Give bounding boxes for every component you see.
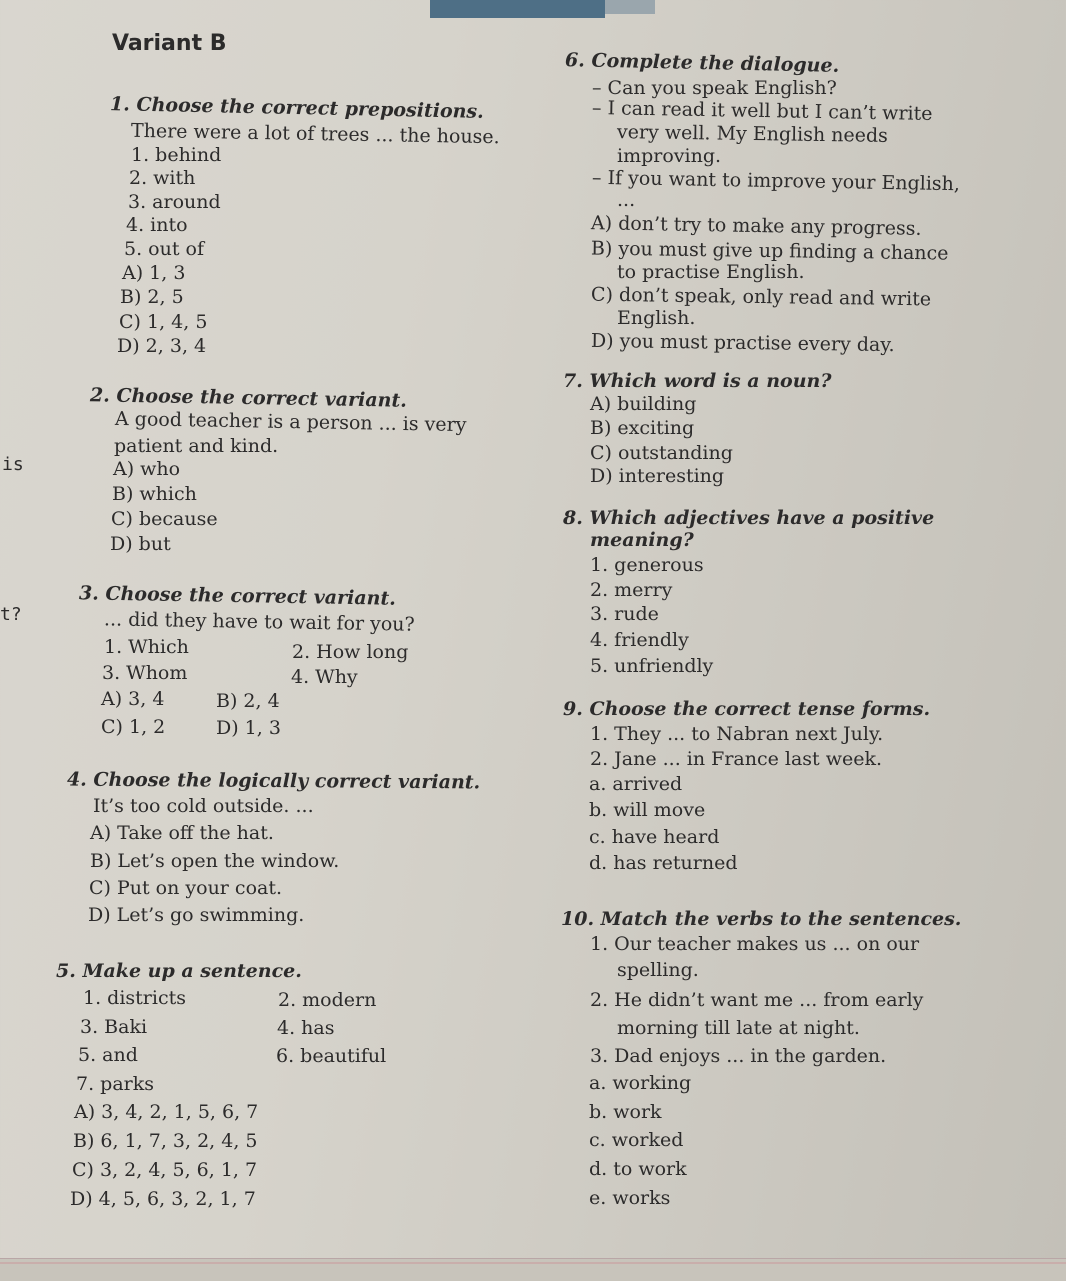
answer-choice: b. work (589, 1101, 662, 1123)
list-item: 4. into (126, 214, 188, 236)
list-item: spelling. (617, 959, 699, 981)
question-heading: 7. Which word is a noun? (563, 370, 832, 392)
list-item: 1. behind (131, 144, 222, 166)
list-item: 4. Why (291, 666, 358, 688)
answer-option: D) interesting (590, 465, 725, 487)
question-stem: It’s too cold outside. ... (93, 795, 314, 817)
question-stem: patient and kind. (114, 435, 279, 457)
list-item: 3. Baki (80, 1016, 148, 1038)
dialogue-line: improving. (617, 145, 722, 167)
answer-option: C) outstanding (590, 442, 733, 464)
answer-choice: e. works (589, 1187, 671, 1209)
answer-option: D) 4, 5, 6, 3, 2, 1, 7 (70, 1188, 256, 1210)
question-stem: There were a lot of trees ... the house. (130, 119, 500, 149)
answer-option: C) don’t speak, only read and write (590, 283, 932, 311)
top-binding-strip-secondary (605, 0, 655, 14)
answer-option: C) 1, 2 (101, 716, 166, 738)
list-item: morning till late at night. (617, 1017, 860, 1039)
answer-option: B) 6, 1, 7, 3, 2, 4, 5 (73, 1130, 258, 1152)
answer-choice: d. to work (589, 1158, 687, 1180)
answer-option: B) which (112, 483, 197, 505)
list-item: 3. Whom (102, 662, 188, 684)
answer-option: B) 2, 4 (216, 690, 280, 712)
answer-option: B) you must give up finding a chance (590, 237, 949, 265)
answer-choice: b. will move (589, 799, 706, 821)
list-item: 5. unfriendly (590, 655, 714, 677)
page-title: Variant B (112, 31, 227, 56)
answer-option: D) but (110, 533, 171, 555)
list-item: 6. beautiful (276, 1045, 387, 1067)
question-heading: 10. Match the verbs to the sentences. (561, 908, 962, 930)
list-item: 3. Dad enjoys ... in the garden. (590, 1045, 887, 1067)
list-item: 2. with (129, 167, 196, 189)
list-item: 1. Our teacher makes us ... on our (590, 933, 920, 955)
dialogue-line: – Can you speak English? (592, 77, 837, 99)
dialogue-line: ... (617, 189, 636, 211)
answer-option: A) building (590, 393, 697, 415)
answer-choice: c. have heard (589, 826, 720, 848)
dialogue-line: very well. My English needs (616, 121, 889, 147)
answer-choice: c. worked (589, 1129, 684, 1151)
list-item: 1. generous (590, 554, 704, 576)
list-item: 1. They ... to Nabran next July. (590, 723, 884, 745)
list-item: 2. modern (278, 989, 377, 1011)
answer-option: to practise English. (617, 261, 805, 283)
answer-option: English. (617, 307, 696, 329)
answer-option: A) 1, 3 (122, 262, 186, 284)
question-stem: ... did they have to wait for you? (103, 608, 415, 636)
question-heading: 2. Choose the correct variant. (89, 384, 408, 412)
question-heading: 9. Choose the correct tense forms. (563, 698, 931, 720)
list-item: 2. merry (590, 579, 673, 601)
answer-choice: a. working (589, 1072, 692, 1094)
answer-option: A) who (113, 458, 181, 480)
list-item: 3. around (128, 191, 221, 213)
list-item: 2. He didn’t want me ... from early (590, 989, 924, 1011)
answer-option: B) Let’s open the window. (90, 850, 340, 872)
list-item: 4. has (277, 1017, 335, 1039)
list-item: 3. rude (590, 603, 659, 625)
answer-option: D) you must practise every day. (590, 329, 895, 357)
question-stem: A good teacher is a person ... is very (114, 407, 467, 437)
question-heading: 3. Choose the correct variant. (78, 582, 397, 610)
answer-option: C) Put on your coat. (89, 877, 283, 899)
question-heading: 5. Make up a sentence. (56, 960, 302, 982)
answer-option: B) 2, 5 (120, 286, 184, 308)
list-item: 1. Which (104, 636, 189, 658)
left-edge-text: t? (0, 604, 22, 625)
answer-option: A) don’t try to make any progress. (590, 212, 922, 240)
question-heading: 4. Choose the logically correct variant. (66, 768, 481, 794)
answer-option: B) exciting (590, 417, 695, 439)
answer-option: D) Let’s go swimming. (88, 904, 305, 926)
answer-option: D) 1, 3 (216, 717, 281, 739)
question-heading: 6. Complete the dialogue. (564, 49, 840, 77)
list-item: 5. and (78, 1044, 138, 1066)
answer-option: C) because (111, 508, 218, 530)
list-item: 2. How long (292, 641, 409, 663)
answer-option: A) 3, 4 (101, 688, 165, 710)
dialogue-line: – I can read it well but I can’t write (591, 97, 933, 125)
answer-option: D) 2, 3, 4 (117, 335, 207, 357)
page-bottom-rule (0, 1262, 1066, 1264)
answer-option: C) 1, 4, 5 (119, 311, 208, 333)
answer-choice: a. arrived (589, 773, 683, 795)
list-item: 5. out of (124, 238, 204, 260)
question-heading: 8. Which adjectives have a positive (563, 507, 935, 529)
dialogue-line: – If you want to improve your English, (591, 166, 961, 196)
question-heading: meaning? (590, 529, 694, 551)
answer-option: A) 3, 4, 2, 1, 5, 6, 7 (74, 1101, 259, 1123)
list-item: 2. Jane ... in France last week. (590, 748, 883, 770)
list-item: 4. friendly (590, 629, 689, 651)
list-item: 1. districts (83, 987, 186, 1009)
top-binding-strip (430, 0, 605, 18)
answer-option: A) Take off the hat. (90, 822, 274, 844)
left-edge-text: is (2, 454, 24, 475)
answer-choice: d. has returned (589, 852, 738, 874)
question-heading: 1. Choose the correct prepositions. (109, 93, 484, 123)
answer-option: C) 3, 2, 4, 5, 6, 1, 7 (72, 1159, 258, 1181)
list-item: 7. parks (76, 1073, 155, 1095)
